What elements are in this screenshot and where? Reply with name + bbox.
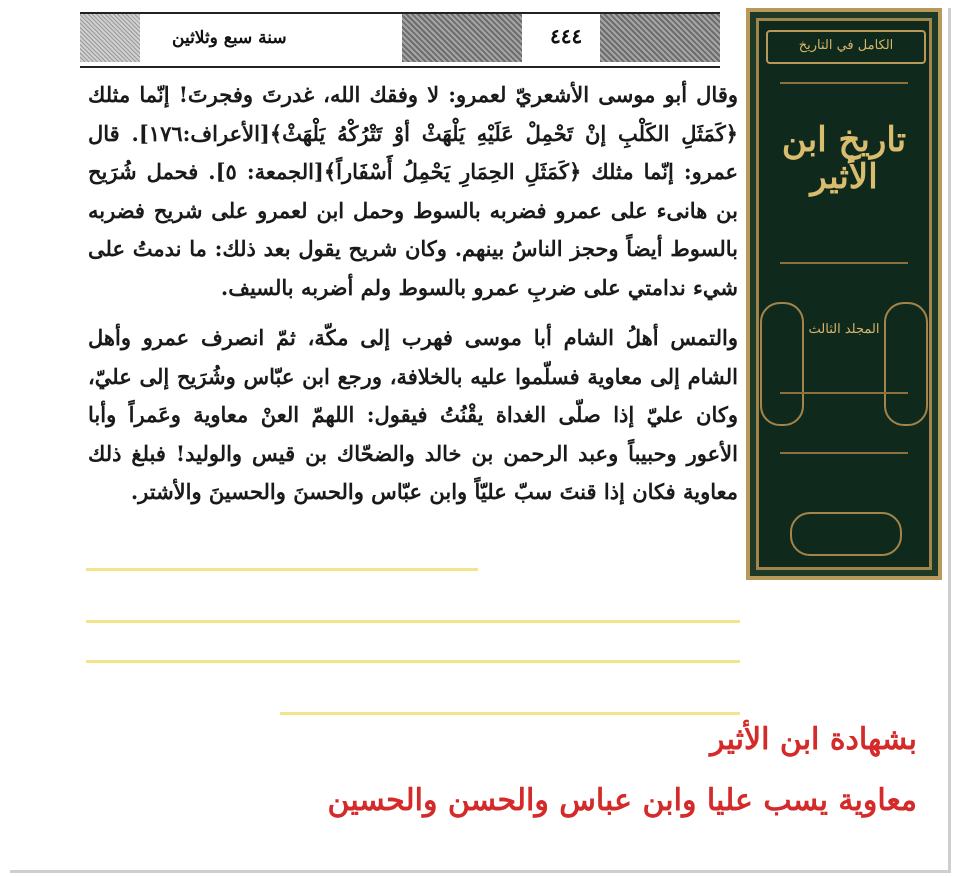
book-cover-image bbox=[746, 8, 942, 580]
book-series: الكامل في التاريخ bbox=[766, 30, 926, 64]
highlight-underline bbox=[280, 712, 740, 715]
page-header bbox=[80, 12, 720, 68]
paragraph: والتمس أهلُ الشام أبا موسى فهرب إلى مكّة، ثمّ انصرف عمرو وأهل الشام إلى معاوية فسلّموا عليه بالخلافة، ورجع ابن عبّاس وشُرَيح إلى عليّ، وكان عليّ إذا صلّى الغداة يقْنُتُ فيقول: اللهمّ العنْ معاوية وعَمراً وأبا الأعور وحبيباً وعبد الرحمن بن خالد والضحّاك بن قيس والوليد! فبلغ ذلك معاوية فكان إذا قنتَ سبّ عليّاً وابن عبّاس والحسنَ والحسينَ والأشتر. bbox=[88, 325, 738, 504]
cover-divider bbox=[780, 82, 908, 84]
book-text bbox=[88, 76, 738, 512]
cover-divider bbox=[780, 452, 908, 454]
cover-ornament-right bbox=[884, 302, 928, 426]
highlight-underline bbox=[86, 620, 740, 623]
book-title: تاريخ ابن الأثير bbox=[781, 120, 907, 198]
header-ornament-left bbox=[402, 14, 522, 62]
paragraph: وقال أبو موسى الأشعريّ لعمرو: لا وفقك الله، غدرتَ وفجرتَ! إنّما مثلك ﴿كَمَثَلِ الكَلْبِ إنْ تَحْمِلْ عَلَيْهِ يَلْهَثْ أوْ تَتْرُكْهُ يَلْهَثْ﴾[الأعراف:١٧٦]. قال عمرو: إنّما مثلك ﴿كَمَثَلِ الحِمَارِ يَحْمِلُ أَسْفَاراً﴾[الجمعة: ٥]. فحمل شُرَيح بن هانىء على عمرو فضربه بالسوط وحمل ابن لعمرو على شريح فضربه بالسوط أيضاً وحجز الناسُ بينهم. وكان شريح يقول بعد ذلك: ما ندمتُ على شيء ندامتي على ضربِ عمرو بالسوط ولم أضربه بالسيف. bbox=[88, 82, 739, 300]
highlight-underline bbox=[86, 660, 740, 663]
cover-divider bbox=[780, 262, 908, 264]
page-number: ٤٤٤ bbox=[550, 24, 583, 48]
caption-line: بشهادة ابن الأثير bbox=[710, 722, 917, 757]
header-left-ornament bbox=[80, 14, 140, 62]
book-volume: المجلد الثالث bbox=[808, 322, 880, 337]
cover-divider bbox=[780, 392, 908, 394]
running-title: سنة سبع وثلاثين bbox=[172, 28, 287, 48]
header-ornament-right bbox=[600, 14, 720, 62]
publisher-logo bbox=[790, 512, 902, 556]
cover-ornament-left bbox=[760, 302, 804, 426]
highlight-underline bbox=[86, 568, 478, 571]
caption-line: معاوية يسب عليا وابن عباس والحسن والحسين bbox=[327, 783, 917, 818]
